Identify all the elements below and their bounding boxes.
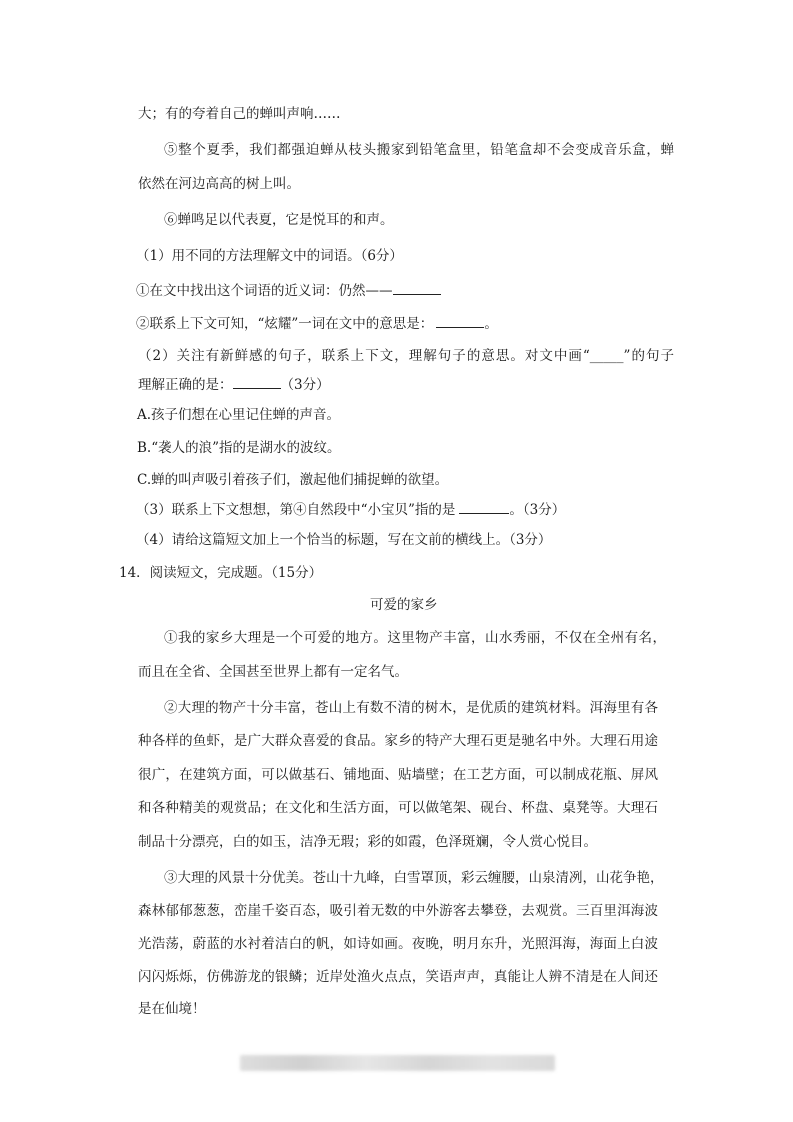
q13-2-option-c: C.蝉的叫声吸引着孩子们，激起他们捕捉蝉的欲望。 bbox=[137, 472, 449, 488]
answer-blank-3[interactable] bbox=[459, 499, 509, 514]
q13-2-prompt-line2 bbox=[138, 374, 330, 395]
q13-2-option-a: A.孩子们想在心里记住蝉的声音。 bbox=[137, 407, 341, 423]
q13-1-prompt: （1）用不同的方法理解文中的词语。（6分） bbox=[136, 248, 403, 264]
q14-p2-line3: 很广，在建筑方面，可以做基石、铺地面、贴墙壁；在工艺方面，可以制成花瓶、屏风 bbox=[138, 767, 658, 783]
q14-heading: 14．阅读短文，完成题。（15分） bbox=[119, 565, 323, 581]
passage-line-cont: 大；有的夸着自己的蝉叫声响…… bbox=[138, 106, 341, 122]
q13-1b-text: ②联系上下文可知，“炫耀”一词在文中的意思是： bbox=[136, 316, 434, 332]
q14-p3-line1: ③大理的风景十分优美。苍山十九峰，白雪罩顶，彩云缠腰，山泉清冽，山花争艳， bbox=[164, 870, 664, 886]
q13-3 bbox=[136, 499, 565, 520]
q14-p2-line4: 和各种精美的观赏品；在文化和生活方面，可以做笔架、砚台、杯盘、桌凳等。大理石 bbox=[138, 800, 658, 816]
answer-blank-1a[interactable] bbox=[393, 280, 441, 295]
answer-blank-2[interactable] bbox=[233, 374, 281, 389]
q13-3-text: （3）联系上下文想想，第④自然段中“小宝贝”指的是 bbox=[136, 502, 456, 518]
q13-4: （4）请给这篇短文加上一个恰当的标题，写在文前的横线上。（3分） bbox=[136, 532, 552, 548]
q14-passage-title: 可爱的家乡 bbox=[370, 597, 438, 613]
q14-p2-line1: ②大理的物产十分丰富，苍山上有数不清的树木，是优质的建筑材料。洱海里有各 bbox=[164, 700, 658, 716]
q13-1b-end: 。 bbox=[484, 316, 498, 332]
q14-p3-line3: 光浩荡，蔚蓝的水衬着洁白的帆，如诗如画。夜晚，明月东升，光照洱海，海面上白波 bbox=[138, 936, 658, 952]
q14-p2-line5: 制品十分漂亮，白的如玉，洁净无瑕；彩的如霞，色泽斑斓，令人赏心悦目。 bbox=[138, 834, 597, 850]
q13-2-option-b: B.“袭人的浪”指的是湖水的波纹。 bbox=[137, 440, 341, 456]
q13-2-text: 理解正确的是： bbox=[138, 377, 233, 393]
passage-para5-line2: 依然在河边高高的树上叫。 bbox=[138, 176, 300, 192]
q14-p1-line2: 而且在全省、全国甚至世界上都有一定名气。 bbox=[138, 664, 408, 680]
blurred-footer-watermark bbox=[240, 1055, 555, 1071]
q14-p2-line2: 种各样的鱼虾，是广大群众喜爱的食品。家乡的特产大理石更是驰名中外。大理石用途 bbox=[138, 733, 658, 749]
q14-p3-line2: 森林郁郁葱葱，峦崖千姿百态，吸引着无数的中外游客去攀登，去观赏。三百里洱海波 bbox=[138, 903, 658, 919]
q14-p1-line1: ①我的家乡大理是一个可爱的地方。这里物产丰富，山水秀丽，不仅在全州有名， bbox=[164, 630, 666, 646]
q14-p3-line4: 闪闪烁烁，仿佛游龙的银鳞；近岸处渔火点点，笑语声声，真能让人辨不清是在人间还 bbox=[138, 969, 658, 985]
q13-2-score: （3分） bbox=[280, 377, 330, 393]
q13-1b bbox=[136, 313, 498, 334]
q14-p3-line5: 是在仙境！ bbox=[138, 1001, 206, 1017]
passage-para5-line1: ⑤整个夏季，我们都强迫蝉从枝头搬家到铅笔盒里，铅笔盒却不会变成音乐盒，蝉 bbox=[164, 142, 674, 158]
passage-para6: ⑥蝉鸣足以代表夏，它是悦耳的和声。 bbox=[164, 212, 394, 228]
q13-2-prompt-line1: （2）关注有新鲜感的句子，联系上下文，理解句子的意思。对文中画“_____”的句子 bbox=[138, 348, 674, 364]
answer-blank-1b[interactable] bbox=[436, 313, 484, 328]
q13-1a-text: ①在文中找出这个词语的近义词：仍然—— bbox=[136, 283, 393, 299]
q13-1a bbox=[136, 280, 441, 301]
q13-3-end: 。（3分） bbox=[509, 502, 566, 518]
